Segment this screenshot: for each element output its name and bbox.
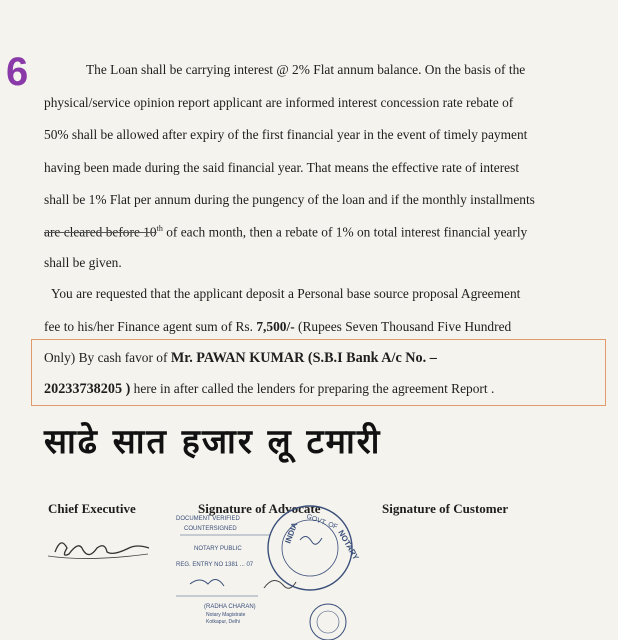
cash-favor-text: Only) By cash favor of [44,350,171,365]
page-number: 6 [6,50,29,94]
customer-signature-label: Signature of Customer [382,501,509,516]
para2-line-2 [44,319,612,335]
para1-line-3: 50% shall be allowed after expiry of the first financial year in the event of timely payment [44,127,528,142]
para1-line-5: shall be 1% Flat per annum during the pungency of the loan and if the monthly installments [44,192,535,207]
chief-signature-icon [55,543,149,555]
para1-line-6 [44,221,612,240]
stamp-notary-public: NOTARY PUBLIC [194,546,242,552]
stamp-verified-1: DOCUMENT VERIFIED [176,516,240,522]
advocate-signature-label: Signature of Advocate [198,501,321,516]
th-superscript: th [156,224,163,233]
fee-words: (Rupees Seven Thousand Five Hundred [294,319,512,334]
chief-executive-label: Chief Executive [48,501,136,516]
para1-line-2: physical/service opinion report applicant are informed interest concession rate rebate of [44,95,514,110]
stamp-radha-sub1: Notary Magistrate [206,612,246,618]
notary-rect-stamp [176,516,296,625]
stamp-radha-sub2: Kotkapur, Delhi [206,619,240,625]
seal-notary: NOTARY [336,528,361,562]
court-fee-stamp-icon [310,604,346,640]
account-number: 20233738205 ) [44,381,131,397]
stamp-radha-charan: (RADHA CHARAN) [204,604,256,610]
chief-signature-underline-icon [48,554,148,559]
lenders-text: here in after called the lenders for preparing the agreement Report . [130,381,495,396]
notary-round-seal-icon [268,506,361,590]
para1-line-6-rest: of each month, then a rebate of 1% on total interest financial yearly [162,224,528,240]
stamps-and-signatures [0,500,618,640]
para1-line-7: shall be given. [44,255,122,270]
para1-line-4: having been made during the said financial year. That means the effective rate of interest [44,160,520,175]
stamp-reg-entry: REG. ENTRY NO 1381 ... 07 [176,562,254,568]
seal-govt: GOVT. OF [305,513,339,532]
fee-text: fee to his/her Finance agent sum of Rs. [44,319,257,334]
fee-amount: 7,500/- [256,319,295,334]
stamp-verified-2: COUNTERSIGNED [184,526,237,532]
highlight-box [31,339,606,406]
hindi-handwritten-note: साढे सात हजार लू टमारी [44,422,382,462]
seal-india: INDIA [283,521,300,545]
payee-name: Mr. PAWAN KUMAR (S.B.I Bank A/c No. – [170,350,437,366]
cleared-before-text: are cleared before 10 [44,224,157,240]
para2-line-1: You are requested that the applicant deposit a Personal base source proposal Agreement [51,286,521,301]
para1-line-1: The Loan shall be carrying interest @ 2% Flat annum balance. On the basis of the [86,62,526,77]
